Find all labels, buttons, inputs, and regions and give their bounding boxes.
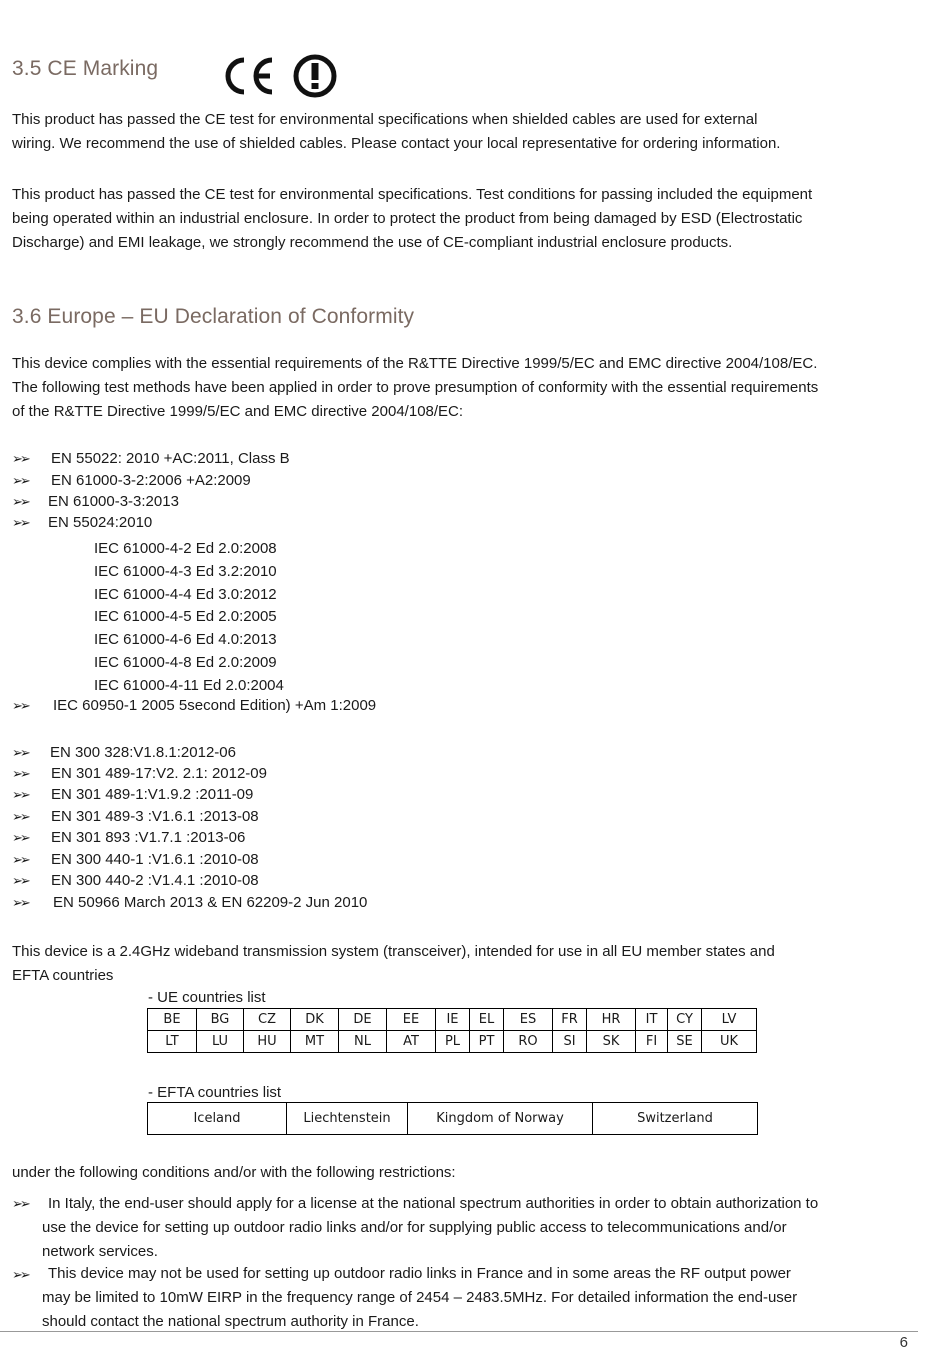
table-cell: IE (436, 1009, 470, 1031)
iec-standard-item: IEC 61000-4-6 Ed 4.0:2013 (94, 631, 277, 648)
bullet-arrow-icon: ➢➢ (12, 1196, 28, 1211)
footer-divider (0, 1331, 918, 1332)
restriction-text-italy (42, 1192, 818, 1264)
bullet-arrow-icon: ➢➢ (12, 809, 28, 824)
table-cell: SE (668, 1031, 702, 1053)
table-cell: IT (636, 1009, 668, 1031)
table-cell: LU (197, 1031, 244, 1053)
text-line: use the device for setting up outdoor radio links and/or for supplying public access to telecommunications and/or (42, 1219, 787, 1236)
table-cell: FI (636, 1031, 668, 1053)
text-line: EFTA countries (12, 967, 114, 984)
bullet-arrow-icon: ➢➢ (12, 895, 28, 910)
table-cell: AT (387, 1031, 436, 1053)
iec-standard-item: IEC 61000-4-4 Ed 3.0:2012 (94, 586, 277, 603)
efta-countries-label: - EFTA countries list (148, 1084, 282, 1101)
eu-intro-paragraph (12, 352, 818, 424)
table-cell: UK (702, 1031, 757, 1053)
table-cell: ES (504, 1009, 553, 1031)
text-line: This device may not be used for setting up outdoor radio links in France and in some areas the RF output power (48, 1265, 791, 1282)
table-cell: BG (197, 1009, 244, 1031)
ue-countries-table (147, 1008, 757, 1053)
ce-paragraph-2 (12, 183, 812, 255)
table-cell: Liechtenstein (287, 1103, 408, 1135)
bullet-arrow-icon: ➢➢ (12, 873, 28, 888)
iec-standard-item: IEC 61000-4-11 Ed 2.0:2004 (94, 677, 284, 694)
page-number: 6 (899, 1334, 908, 1351)
standard-list-item: ➢➢ EN 55022: 2010 +AC:2011, Class B (12, 450, 290, 467)
text-line: should contact the national spectrum authority in France. (42, 1313, 419, 1330)
efta-countries-table (147, 1102, 758, 1135)
table-cell: RO (504, 1031, 553, 1053)
text-line: In Italy, the end-user should apply for a license at the national spectrum authorities in order to obtain authorization to (48, 1195, 819, 1212)
table-cell: PL (436, 1031, 470, 1053)
bullet-arrow-icon: ➢➢ (12, 852, 28, 867)
bullet-arrow-icon: ➢➢ (12, 787, 28, 802)
standard-list-item: ➢➢ EN 301 489-17:V2. 2.1: 2012-09 (12, 765, 267, 782)
standard-list-item: ➢➢ EN 300 328:V1.8.1:2012-06 (12, 744, 236, 761)
table-cell: BE (148, 1009, 197, 1031)
restriction-text-france (42, 1262, 797, 1334)
table-cell: DE (339, 1009, 387, 1031)
standard-list-item: ➢➢ EN 50966 March 2013 & EN 62209-2 Jun 2010 (12, 894, 368, 911)
standard-list-item: ➢➢ EN 61000-3-3:2013 (12, 493, 179, 510)
table-cell: HR (587, 1009, 636, 1031)
table-cell: EE (387, 1009, 436, 1031)
standard-list-item: ➢➢ EN 301 489-3 :V1.6.1 :2013-08 (12, 808, 259, 825)
table-cell: HU (244, 1031, 291, 1053)
table-row (148, 1009, 757, 1031)
iec-standard-item: IEC 61000-4-5 Ed 2.0:2005 (94, 608, 277, 625)
bullet-arrow-icon: ➢➢ (12, 745, 28, 760)
table-cell: LT (148, 1031, 197, 1053)
text-line: Discharge) and EMI leakage, we strongly recommend the use of CE-compliant industrial enclosure products. (12, 234, 733, 251)
table-cell: FR (553, 1009, 587, 1031)
table-row (148, 1103, 758, 1135)
section-heading-eu-declaration: 3.6 Europe – EU Declaration of Conformity (12, 305, 415, 328)
bullet-arrow-icon: ➢➢ (12, 830, 28, 845)
standard-list-item: ➢➢ EN 61000-3-2:2006 +A2:2009 (12, 472, 251, 489)
table-cell: SK (587, 1031, 636, 1053)
table-cell: PT (470, 1031, 504, 1053)
ce-mark-logo (220, 54, 342, 98)
table-cell: Switzerland (593, 1103, 758, 1135)
bullet-arrow-icon: ➢➢ (12, 494, 28, 509)
table-row (148, 1031, 757, 1053)
bullet-arrow-icon: ➢➢ (12, 1267, 28, 1282)
text-line: of the R&TTE Directive 1999/5/EC and EMC directive 2004/108/EC: (12, 403, 464, 420)
text-line: This product has passed the CE test for environmental specifications. Test conditions for passing included the equipment (12, 186, 813, 203)
table-cell: CY (668, 1009, 702, 1031)
standard-list-item: ➢➢ EN 300 440-2 :V1.4.1 :2010-08 (12, 872, 259, 889)
bullet-arrow-icon: ➢➢ (12, 473, 28, 488)
text-line: This device complies with the essential requirements of the R&TTE Directive 1999/5/EC and EMC directive 2004/108/EC. (12, 355, 818, 372)
standard-list-item: ➢➢ EN 301 893 :V1.7.1 :2013-06 (12, 829, 246, 846)
text-line: This product has passed the CE test for environmental specifications when shielded cables are used for external (12, 111, 758, 128)
table-cell: NL (339, 1031, 387, 1053)
table-cell: SI (553, 1031, 587, 1053)
text-line: This device is a 2.4GHz wideband transmission system (transceiver), intended for use in all EU member states and (12, 943, 775, 960)
text-line: wiring. We recommend the use of shielded cables. Please contact your local representative for ordering information. (12, 135, 781, 152)
bullet-arrow-icon: ➢➢ (12, 515, 28, 530)
text-line: The following test methods have been applied in order to prove presumption of conformity with the essential requirements (12, 379, 819, 396)
bullet-arrow-icon: ➢➢ (12, 766, 28, 781)
table-cell: Iceland (148, 1103, 287, 1135)
bullet-arrow-icon: ➢➢ (12, 451, 28, 466)
iec-standard-item: IEC 61000-4-8 Ed 2.0:2009 (94, 654, 277, 671)
text-line: may be limited to 10mW EIRP in the frequency range of 2454 – 2483.5MHz. For detailed information the end-user (42, 1289, 798, 1306)
standard-list-item: ➢➢ EN 301 489-1:V1.9.2 :2011-09 (12, 786, 254, 803)
conditions-intro: under the following conditions and/or with the following restrictions: (12, 1164, 456, 1181)
standard-list-item: ➢➢ EN 55024:2010 (12, 514, 153, 531)
ce-paragraph-1 (12, 108, 780, 156)
table-cell: DK (291, 1009, 339, 1031)
section-heading-ce-marking: 3.5 CE Marking (12, 57, 159, 80)
table-cell: Kingdom of Norway (408, 1103, 593, 1135)
bullet-arrow-icon: ➢➢ (12, 698, 28, 713)
text-line: being operated within an industrial enclosure. In order to protect the product from being damaged by ESD (Electrostatic (12, 210, 803, 227)
table-cell: CZ (244, 1009, 291, 1031)
table-cell: EL (470, 1009, 504, 1031)
iec-standard-item: IEC 61000-4-2 Ed 2.0:2008 (94, 540, 277, 557)
device-description (12, 940, 775, 988)
standard-list-item: ➢➢ EN 300 440-1 :V1.6.1 :2010-08 (12, 851, 259, 868)
table-cell: LV (702, 1009, 757, 1031)
ue-countries-label: - UE countries list (148, 989, 266, 1006)
standard-list-item: ➢➢ IEC 60950-1 2005 5second Edition) +Am 1:2009 (12, 697, 377, 714)
text-line: network services. (42, 1243, 158, 1260)
table-cell: MT (291, 1031, 339, 1053)
iec-standard-item: IEC 61000-4-3 Ed 3.2:2010 (94, 563, 277, 580)
